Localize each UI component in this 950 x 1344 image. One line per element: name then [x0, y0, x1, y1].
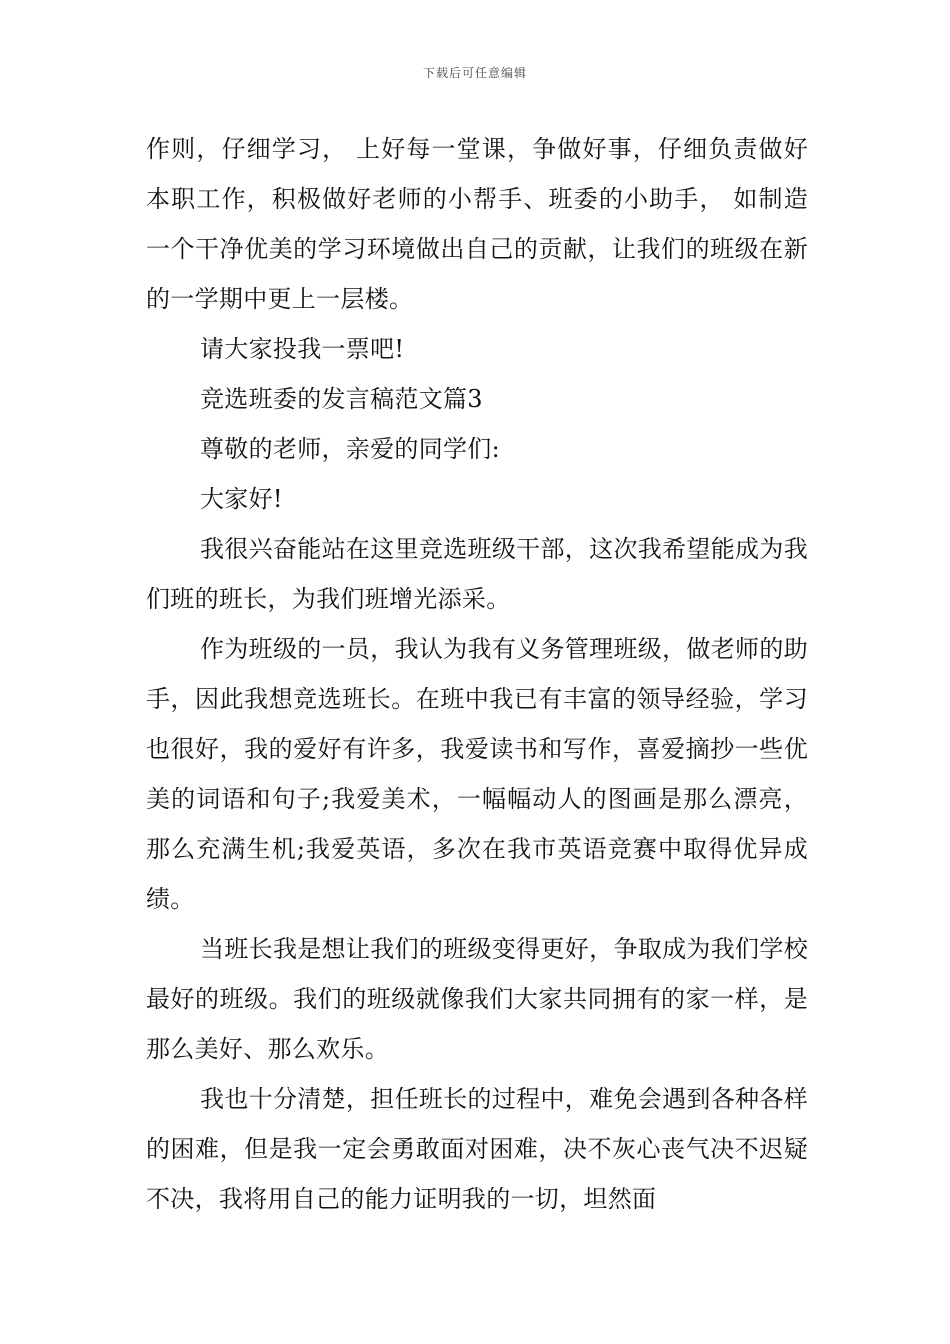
paragraph: 当班长我是想让我们的班级变得更好，争取成为我们学校最好的班级。我们的班级就像我们大家共同拥有的家一样，是那么美好、那么欢乐。 — [146, 935, 808, 1063]
paragraph: 请大家投我一票吧! — [200, 335, 405, 363]
salutation: 尊敬的老师，亲爱的同学们: — [200, 435, 500, 463]
page-header: 下载后可任意编辑 — [422, 66, 527, 80]
section-title: 竞选班委的发言稿范文篇3 — [200, 385, 483, 413]
paragraph: 我也十分清楚，担任班长的过程中，难免会遇到各种各样的困难，但是我一定会勇敢面对困难，决不灰心丧气决不迟疑不决，我将用自己的能力证明我的一切，坦然面 — [146, 1085, 808, 1213]
paragraph: 作为班级的一员，我认为我有义务管理班级，做老师的助手，因此我想竞选班长。在班中我已有丰富的领导经验，学习也很好，我的爱好有许多，我爱读书和写作，喜爱摘抄一些优美的词语和句子;我爱美术，一幅幅动人的图画是那么漂亮，那么充满生机;我爱英语，多次在我市英语竞赛中取得优异成绩。 — [146, 635, 808, 913]
greeting: 大家好! — [200, 485, 283, 513]
paragraph: 作则，仔细学习， 上好每一堂课，争做好事，仔细负责做好本职工作，积极做好老师的小帮手、班委的小助手， 如制造一个干净优美的学习环境做出自己的贡献，让我们的班级在新的一学期中更上一层楼。 — [146, 135, 808, 313]
paragraph: 我很兴奋能站在这里竞选班级干部，这次我希望能成为我们班的班长，为我们班增光添采。 — [146, 535, 808, 613]
document-body — [146, 124, 808, 1224]
